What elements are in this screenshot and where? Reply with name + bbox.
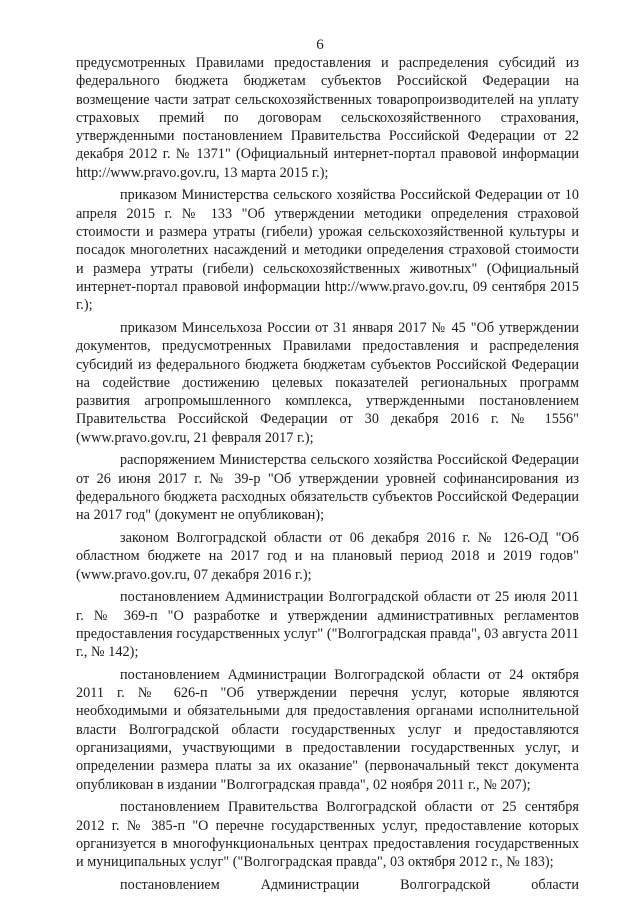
page-number: 6 bbox=[316, 37, 324, 53]
document-body bbox=[76, 54, 579, 899]
paragraph-resolution-385-p: постановлением Правительства Волгоградской области от 25 сентября 2012 г. № 385-п "О перечне государственных услуг, предоставление которых организуется в многофункциональных центрах предоставления государственных и муниципальных услуг" ("Волгоградская правда", 03 октября 2012 г., № 183); bbox=[76, 799, 579, 871]
paragraph-directive-39-r: распоряжением Министерства сельского хозяйства Российской Федерации от 26 июня 2017 г. № 39-р "Об утверждении уровней софинансирования из федерального бюджета расходных обязательств субъектов Российской Федерации на 2017 год" (документ не опубликован); bbox=[76, 452, 579, 524]
paragraph-resolution-626-p: постановлением Администрации Волгоградской области от 24 октября 2011 г. № 626-п "Об утверждении перечня услуг, которые являются необходимыми и обязательными для предоставления органами исполнительной власти Волгоградской области государственных услуг и предоставляются организациями, участвующими в предоставлении государственных услуг, и определении размера платы за их оказание" (первоначальный текст документа опубликован в издании "Волгоградская правда", 02 ноября 2011 г., № 207); bbox=[76, 666, 579, 793]
paragraph-law-126-od: законом Волгоградской области от 06 декабря 2016 г. № 126-ОД "Об областном бюджете на 2017 год и на плановый период 2018 и 2019 годов" (www.pravo.gov.ru, 07 декабря 2016 г.); bbox=[76, 529, 579, 583]
paragraph-continuation-subsidy-rules: предусмотренных Правилами предоставления и распределения субсидий из федерального бюджета бюджетам субъектов Российской Федерации на возмещение части затрат сельскохозяйственных товаропроизводителей на уплату страховых премий по договорам сельскохозяйственного страхования, утвержденными постановлением Правительства Российской Федерации от 22 декабря 2012 г. № 1371" (Официальный интернет-портал правовой информации http://www.pravo.gov.ru, 13 марта 2015 г.); bbox=[76, 55, 579, 181]
paragraph-order-45: приказом Минсельхоза России от 31 января 2017 № 45 "Об утверждении документов, предусмотренных Правилами предоставления и распределения субсидий из федерального бюджета бюджетам субъектов Российской Федерации на содействие достижению целевых показателей региональных программ развития агропромышленного комплекса, утвержденными постановлением Правительства Российской Федерации от 30 декабря 2016 г. № 1556" (www.pravo.gov.ru, 21 февраля 2017 г.); bbox=[76, 319, 579, 446]
paragraph-resolution-truncated: постановлением Администрации Волгоградской области bbox=[120, 876, 579, 893]
paragraph-resolution-369-p: постановлением Администрации Волгоградской области от 25 июля 2011 г. № 369-п "О разработке и утверждении административных регламентов предоставления государственных услуг" ("Волгоградская правда", 03 августа 2011 г., № 142); bbox=[76, 589, 579, 661]
paragraph-order-133: приказом Министерства сельского хозяйства Российской Федерации от 10 апреля 2015 г. № 133 "Об утверждении методики определения страховой стоимости и размера утраты (гибели) урожая сельскохозяйственной культуры и посадок многолетних насаждений и методики определения страховой стоимости и размера утраты (гибели) сельскохозяйственных животных" (Официальный интернет-портал правовой информации http://www.pravo.gov.ru, 09 сентября 2015 г.); bbox=[76, 187, 579, 314]
